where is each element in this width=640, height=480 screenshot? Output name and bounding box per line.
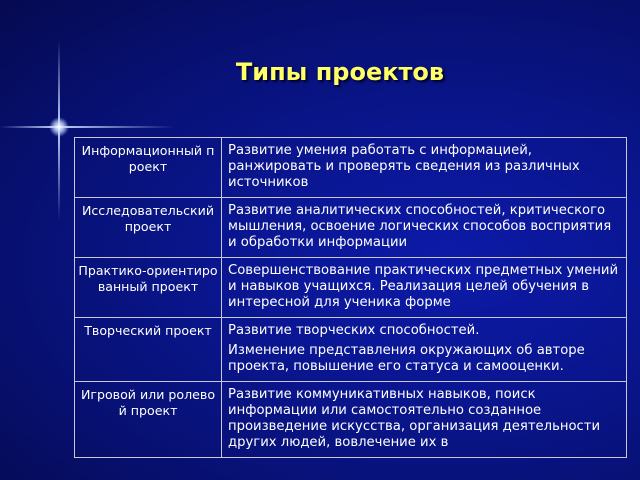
project-type-description <box>222 382 627 458</box>
table-row <box>75 382 627 458</box>
description-paragraph: Развитие творческих способностей. <box>228 323 480 338</box>
description-paragraph: Изменение представления окружающих об авторе проекта, повышение его статуса и самооценки. <box>228 343 585 374</box>
table-row <box>75 138 627 198</box>
description-paragraph: Развитие коммуникативных навыков, поиск информации или самостоятельно созданное произведение искусства, организация деятельности других людей, вовлечение их в <box>228 387 601 450</box>
project-type-description <box>222 138 627 198</box>
description-paragraph: Развитие умения работать с информацией, ранжировать и проверять сведения из различных источников <box>228 143 580 190</box>
table-row <box>75 318 627 382</box>
project-type-name: Практико-ориентированный проект <box>75 258 222 318</box>
project-types-table <box>74 137 627 458</box>
table-row <box>75 198 627 258</box>
lens-flare-horizontal <box>0 126 175 128</box>
project-type-description <box>222 318 627 382</box>
project-type-name: Исследовательский проект <box>75 198 222 258</box>
slide-title: Типы проектов <box>235 58 445 86</box>
project-type-description <box>222 258 627 318</box>
project-type-name: Информационный проект <box>75 138 222 198</box>
description-paragraph: Развитие аналитических способностей, критического мышления, освоение логических способов восприятия и обработки информации <box>228 203 612 250</box>
project-type-name: Игровой или ролевой проект <box>75 382 222 458</box>
sparkle-icon <box>49 117 69 137</box>
description-paragraph: Совершенствование практических предметных умений и навыков учащихся. Реализация целей обучения в интересной для ученика форме <box>228 263 619 310</box>
project-type-name: Творческий проект <box>75 318 222 382</box>
project-type-description <box>222 198 627 258</box>
table-row <box>75 258 627 318</box>
